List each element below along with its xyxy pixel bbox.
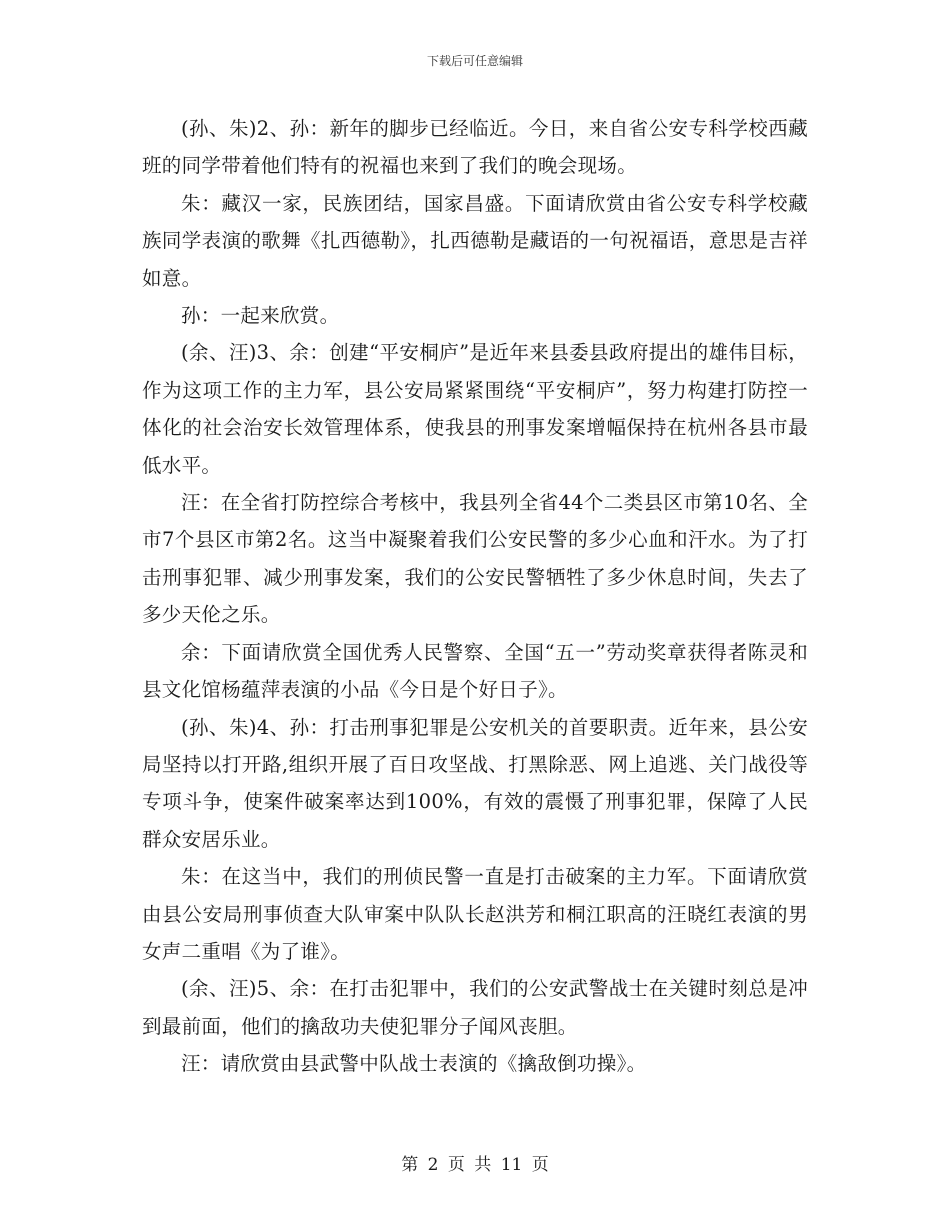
document-body [142,110,808,1083]
paragraph: (余、汪)5、余：在打击犯罪中，我们的公安武警战士在关键时刻总是冲到最前面，他们的擒敌功夫使犯罪分子闻风丧胆。 [142,977,808,1038]
paragraph: 孙：一起来欣赏。 [181,304,340,328]
paragraph: 汪：在全省打防控综合考核中，我县列全省44个二类县区市第10名、全市7个县区市第2名。这当中凝聚着我们公安民警的多少心血和汗水。为了打击刑事犯罪、减少刑事发案，我们的公安民警牺牲了多少休息时间，失去了多少天伦之乐。 [142,491,808,627]
paragraph: 朱：藏汉一家，民族团结，国家昌盛。下面请欣赏由省公安专科学校藏族同学表演的歌舞《扎西德勒》，扎西德勒是藏语的一句祝福语，意思是吉祥如意。 [142,191,808,290]
paragraph: 汪：请欣赏由县武警中队战士表演的《擒敌倒功操》。 [181,1052,647,1076]
paragraph: 朱：在这当中，我们的刑侦民警一直是打击破案的主力军。下面请欣赏由县公安局刑事侦查大队审案中队队长赵洪芳和桐江职高的汪晓红表演的男女声二重唱《为了谁》。 [142,865,808,963]
paragraph: (孙、朱)2、孙：新年的脚步已经临近。今日，来自省公安专科学校西藏班的同学带着他们特有的祝福也来到了我们的晚会现场。 [142,117,808,178]
page-number-footer: 第 2 页 共 11 页 [401,1155,549,1175]
page-header: 下载后可任意编辑 [426,54,523,68]
paragraph: (孙、朱)4、孙：打击刑事犯罪是公安机关的首要职责。近年来，县公安局坚持以打开路,组织开展了百日攻坚战、打黑除恶、网上追逃、关门战役等专项斗争，使案件破案率达到100%，有效的震慑了刑事犯罪，保障了人民群众安居乐业。 [142,715,808,851]
paragraph: (余、汪)3、余：创建“平安桐庐”是近年来县委县政府提出的雄伟目标，作为这项工作的主力军，县公安局紧紧围绕“平安桐庐”，努力构建打防控一体化的社会治安长效管理体系，使我县的刑事发案增幅保持在杭州各县市最低水平。 [142,341,808,477]
paragraph: 余：下面请欣赏全国优秀人民警察、全国“五一”劳动奖章获得者陈灵和县文化馆杨蕴萍表演的小品《今日是个好日子》。 [142,640,808,702]
